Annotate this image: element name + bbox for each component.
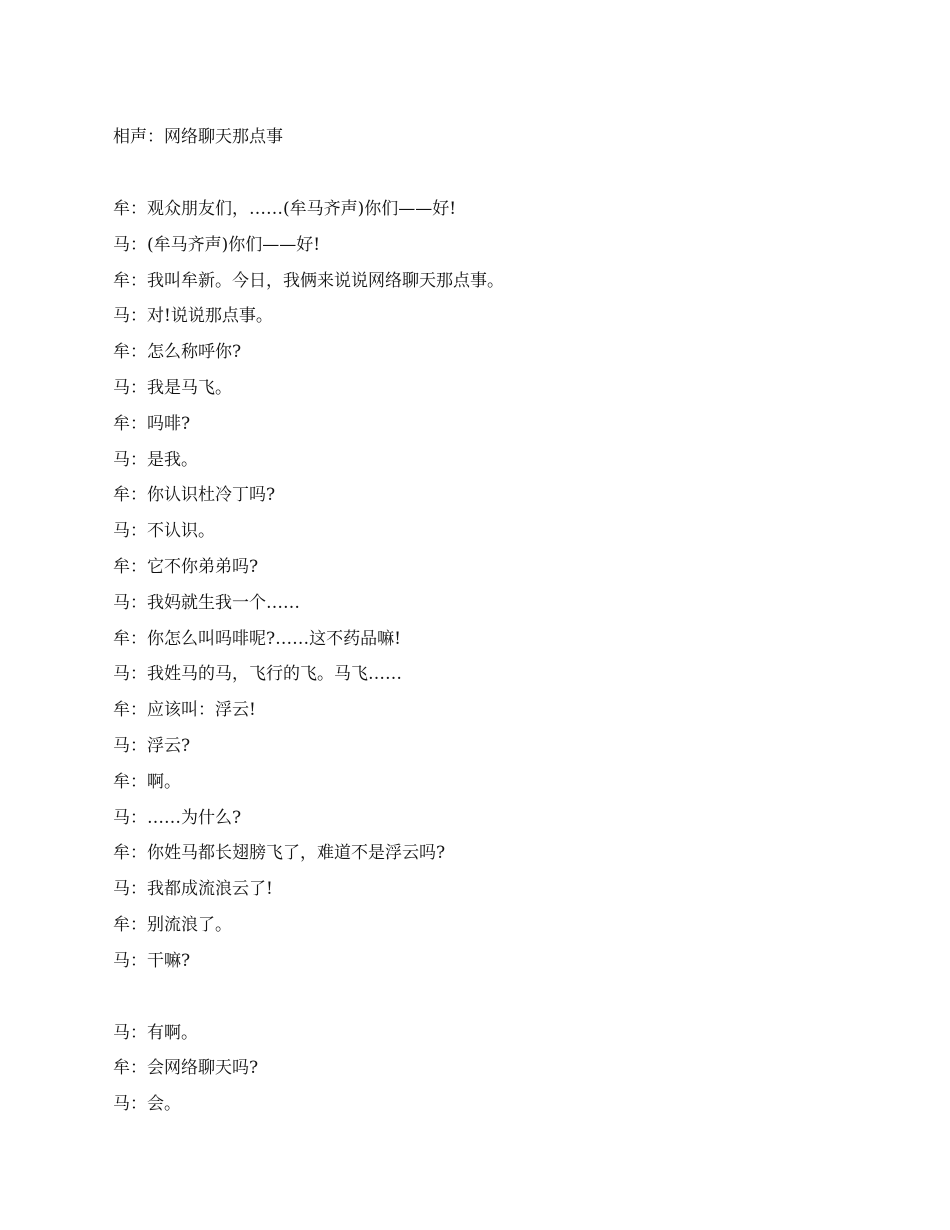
dialogue-text: 我姓马的马，飞行的飞。马飞……	[147, 664, 402, 684]
speaker-label: 牟：	[113, 271, 147, 291]
dialogue-line	[113, 1093, 181, 1115]
speaker-label: 马：	[113, 879, 147, 899]
dialogue-text: 干嘛?	[147, 951, 191, 971]
speaker-label: 牟：	[113, 414, 147, 434]
dialogue-text: 我妈就生我一个……	[147, 593, 300, 613]
dialogue-line	[113, 449, 198, 471]
speaker-label: 马：	[113, 450, 147, 470]
dialogue-line	[113, 1057, 258, 1079]
speaker-label: 马：	[113, 521, 147, 541]
dialogue-line	[113, 842, 445, 864]
dialogue-text: 我都成流浪云了!	[147, 879, 273, 899]
dialogue-text: 它不你弟弟吗?	[147, 557, 259, 577]
speaker-label: 马：	[113, 378, 147, 398]
dialogue-text: ……为什么?	[147, 808, 242, 828]
dialogue-text: 会。	[147, 1094, 181, 1114]
speaker-label: 牟：	[113, 342, 147, 362]
dialogue-line	[113, 950, 190, 972]
dialogue-line	[113, 341, 241, 363]
speaker-label: 马：	[113, 808, 147, 828]
dialogue-line	[113, 270, 504, 292]
dialogue-text: 观众朋友们，……(牟马齐声)你们——好!	[147, 199, 457, 219]
dialogue-line	[113, 735, 190, 757]
speaker-label: 牟：	[113, 700, 147, 720]
dialogue-text: 别流浪了。	[147, 915, 232, 935]
dialogue-line	[113, 484, 275, 506]
dialogue-text: 是我。	[147, 450, 198, 470]
speaker-label: 马：	[113, 951, 147, 971]
dialogue-text: 你姓马都长翅膀飞了，难道不是浮云吗?	[147, 843, 446, 863]
speaker-label: 马：	[113, 1023, 147, 1043]
speaker-label: 马：	[113, 664, 147, 684]
dialogue-text: 我是马飞。	[147, 378, 232, 398]
speaker-label: 牟：	[113, 629, 147, 649]
dialogue-line	[113, 663, 402, 685]
dialogue-line	[113, 520, 215, 542]
speaker-label: 马：	[113, 306, 147, 326]
dialogue-line	[113, 305, 273, 327]
dialogue-text: 有啊。	[147, 1023, 198, 1043]
dialogue-text: 会网络聊天吗?	[147, 1058, 259, 1078]
dialogue-line	[113, 807, 241, 829]
dialogue-text: 啊。	[147, 772, 181, 792]
speaker-label: 牟：	[113, 915, 147, 935]
dialogue-line	[113, 699, 256, 721]
dialogue-line	[113, 878, 273, 900]
dialogue-line	[113, 556, 258, 578]
dialogue-line	[113, 914, 232, 936]
dialogue-text: 怎么称呼你?	[147, 342, 242, 362]
speaker-label: 马：	[113, 235, 147, 255]
dialogue-line	[113, 413, 190, 435]
dialogue-text: 浮云?	[147, 736, 191, 756]
dialogue-line	[113, 628, 401, 650]
speaker-label: 牟：	[113, 772, 147, 792]
speaker-label: 牟：	[113, 843, 147, 863]
dialogue-text: 你认识杜冷丁吗?	[147, 485, 276, 505]
dialogue-text: 对!说说那点事。	[147, 306, 273, 326]
dialogue-text: 应该叫：浮云!	[147, 700, 256, 720]
dialogue-line	[113, 592, 300, 614]
speaker-label: 牟：	[113, 485, 147, 505]
dialogue-line	[113, 198, 456, 220]
speaker-label: 马：	[113, 593, 147, 613]
dialogue-line	[113, 771, 181, 793]
dialogue-line	[113, 1022, 198, 1044]
document-title: 相声：网络聊天那点事	[113, 127, 283, 147]
dialogue-text: (牟马齐声)你们——好!	[147, 235, 321, 255]
dialogue-text: 不认识。	[147, 521, 215, 541]
speaker-label: 马：	[113, 736, 147, 756]
speaker-label: 牟：	[113, 1058, 147, 1078]
dialogue-line	[113, 377, 232, 399]
dialogue-line	[113, 234, 320, 256]
dialogue-text: 你怎么叫吗啡呢?……这不药品嘛!	[147, 629, 401, 649]
dialogue-text: 我叫牟新。今日，我俩来说说网络聊天那点事。	[147, 271, 504, 291]
speaker-label: 牟：	[113, 199, 147, 219]
speaker-label: 马：	[113, 1094, 147, 1114]
dialogue-text: 吗啡?	[147, 414, 191, 434]
speaker-label: 牟：	[113, 557, 147, 577]
